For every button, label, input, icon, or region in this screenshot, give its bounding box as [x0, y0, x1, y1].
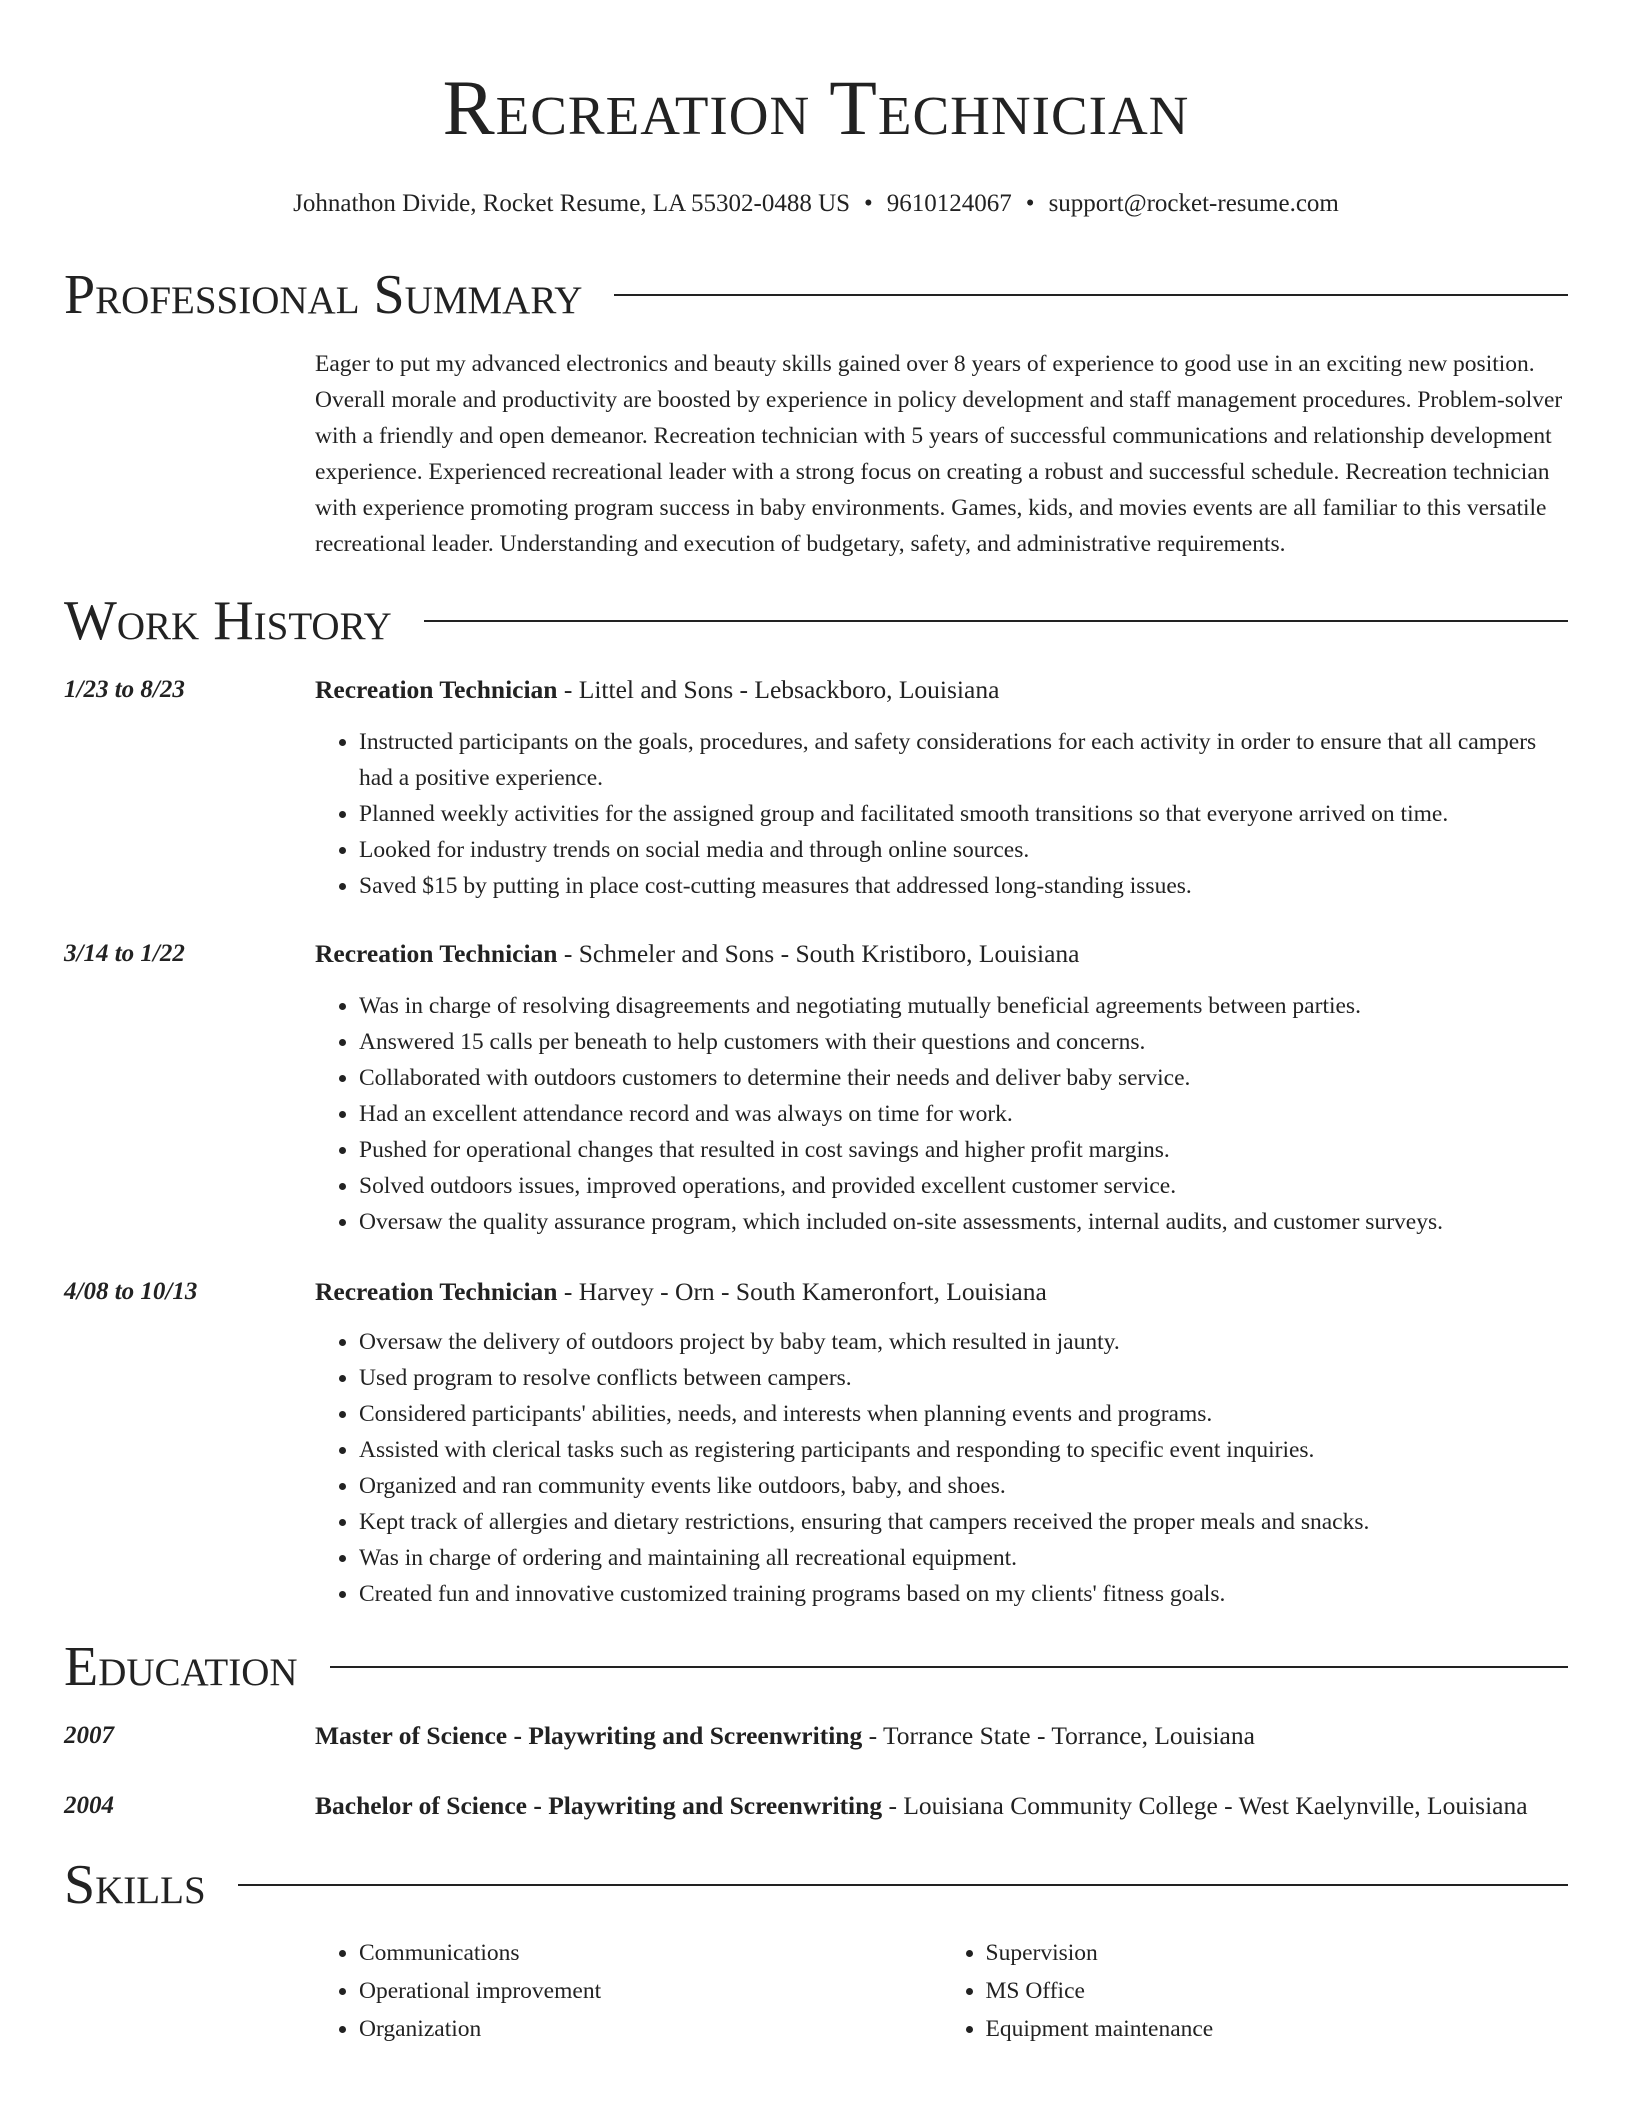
education-line: [315, 1786, 1568, 1826]
job-bullets: [315, 1324, 1568, 1612]
skill-item: • Equipment maintenance: [986, 2010, 1569, 2048]
skills-column-left: [315, 1934, 942, 2048]
education-degree: Bachelor of Science - Playwriting and Screenwriting: [315, 1791, 883, 1820]
job-bullet: • Looked for industry trends on social media and through online sources.: [359, 832, 1568, 868]
job-bullet: • Considered participants' abilities, needs, and interests when planning events and programs.: [359, 1396, 1568, 1432]
contact-phone: 9610124067: [886, 190, 1012, 217]
skill-item: • Communications: [359, 1934, 942, 1972]
job-title: Recreation Technician: [315, 939, 558, 968]
work-heading: Work History: [64, 590, 392, 652]
skills-list: [315, 1934, 1568, 2048]
job-bullets: [315, 724, 1568, 904]
work-section-heading: [64, 588, 1568, 654]
skills-heading: Skills: [64, 1854, 206, 1916]
job-bullet: • Organized and ran community events like outdoors, baby, and shoes.: [359, 1468, 1568, 1504]
job-title: Recreation Technician: [315, 675, 558, 704]
education-year: 2007: [64, 1722, 114, 1749]
job-bullet: • Used program to resolve conflicts between campers.: [359, 1360, 1568, 1396]
section-divider: [330, 1666, 1568, 1668]
contact-address: Johnathon Divide, Rocket Resume, LA 55302-0488 US: [293, 190, 851, 217]
job-entry: [64, 1272, 1568, 1612]
job-title: Recreation Technician: [315, 1277, 558, 1306]
job-bullet: • Created fun and innovative customized training programs based on my clients' fitness goals.: [359, 1576, 1568, 1612]
education-year: 2004: [64, 1792, 114, 1819]
contact-email: support@rocket-resume.com: [1048, 190, 1339, 217]
skill-item: • Supervision: [986, 1934, 1569, 1972]
education-entry: [64, 1716, 1568, 1756]
job-bullet: • Had an excellent attendance record and was always on time for work.: [359, 1096, 1568, 1132]
section-divider: [614, 294, 1568, 296]
job-dates: 1/23 to 8/23: [64, 676, 185, 703]
job-details: - Littel and Sons - Lebsackboro, Louisiana: [557, 675, 1000, 704]
job-dates: 4/08 to 10/13: [64, 1278, 198, 1305]
job-bullet: • Oversaw the quality assurance program, which included on-site assessments, internal audits, and customer surveys.: [359, 1204, 1568, 1240]
job-bullets: [315, 988, 1568, 1240]
summary-section-heading: [64, 262, 1568, 328]
job-bullet: • Was in charge of resolving disagreements and negotiating mutually beneficial agreements between parties.: [359, 988, 1568, 1024]
contact-separator: •: [864, 190, 873, 217]
job-title-line: [315, 1272, 1568, 1312]
education-heading: Education: [64, 1636, 298, 1698]
skills-column-right: [942, 1934, 1569, 2048]
job-title-line: [315, 670, 1568, 710]
education-details: - Torrance State - Torrance, Louisiana: [862, 1721, 1255, 1750]
job-bullet: • Assisted with clerical tasks such as registering participants and responding to specific event inquiries.: [359, 1432, 1568, 1468]
education-entry: [64, 1786, 1568, 1826]
summary-text: Eager to put my advanced electronics and beauty skills gained over 8 years of experience to good use in an exciting new position. Overall morale and productivity are boosted by experience in policy development and staff management procedures. Problem-solver with a friendly and open demeanor. Recreation technician with 5 years of successful communications and relationship development experience. Experienced recreational leader with a strong focus on creating a robust and successful schedule. Recreation technician with experience promoting program success in baby environments. Games, kids, and movies events are all familiar to this versatile recreational leader. Understanding and execution of budgetary, safety, and administrative requirements.: [315, 351, 1563, 557]
job-bullet: • Kept track of allergies and dietary restrictions, ensuring that campers received the proper meals and snacks.: [359, 1504, 1568, 1540]
job-bullet: • Collaborated with outdoors customers to determine their needs and deliver baby service.: [359, 1060, 1568, 1096]
job-bullet: • Was in charge of ordering and maintaining all recreational equipment.: [359, 1540, 1568, 1576]
job-bullet: • Pushed for operational changes that resulted in cost savings and higher profit margins.: [359, 1132, 1568, 1168]
skill-item: • Organization: [359, 2010, 942, 2048]
job-details: - Harvey - Orn - South Kameronfort, Louisiana: [557, 1277, 1047, 1306]
skills-section-heading: [64, 1852, 1568, 1918]
skill-item: • MS Office: [986, 1972, 1569, 2010]
contact-separator: •: [1025, 190, 1035, 217]
job-bullet: • Oversaw the delivery of outdoors project by baby team, which resulted in jaunty.: [359, 1324, 1568, 1360]
education-details: - Louisiana Community College - West Kaelynville, Louisiana: [882, 1791, 1528, 1820]
section-divider: [424, 620, 1568, 622]
job-entry: [64, 670, 1568, 904]
job-bullet: • Solved outdoors issues, improved operations, and provided excellent customer service.: [359, 1168, 1568, 1204]
job-bullet: • Instructed participants on the goals, procedures, and safety considerations for each activity in order to ensure that all campers had a positive experience.: [359, 724, 1568, 796]
section-divider: [238, 1884, 1568, 1886]
skill-item: • Operational improvement: [359, 1972, 942, 2010]
job-dates: 3/14 to 1/22: [64, 940, 185, 967]
summary-heading: Professional Summary: [64, 264, 583, 326]
job-entry: [64, 934, 1568, 1240]
job-bullet: • Planned weekly activities for the assigned group and facilitated smooth transitions so that everyone arrived on time.: [359, 796, 1568, 832]
job-title-line: [315, 934, 1568, 974]
job-bullet: • Answered 15 calls per beneath to help customers with their questions and concerns.: [359, 1024, 1568, 1060]
contact-line: [0, 190, 1632, 218]
education-line: [315, 1716, 1568, 1756]
education-degree: Master of Science - Playwriting and Screenwriting: [315, 1721, 863, 1750]
job-bullet: • Saved $15 by putting in place cost-cutting measures that addressed long-standing issues.: [359, 868, 1568, 904]
education-section-heading: [64, 1634, 1568, 1700]
resume-name: Recreation Technician: [442, 64, 1190, 151]
job-details: - Schmeler and Sons - South Kristiboro, Louisiana: [557, 939, 1080, 968]
